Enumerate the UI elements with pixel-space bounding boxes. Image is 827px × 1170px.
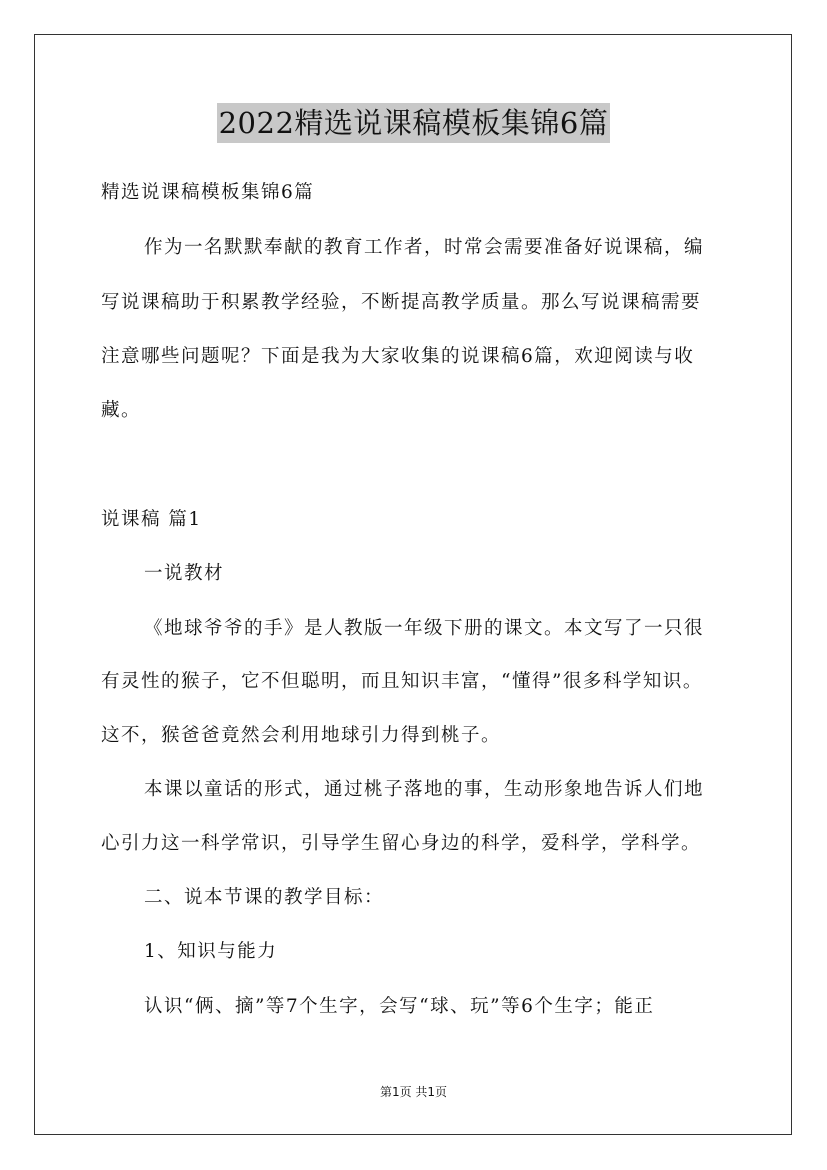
paragraph-line: 有灵性的猴子，它不但聪明，而且知识丰富，“懂得”很多科学知识。 — [101, 671, 703, 692]
paragraph-line: 心引力这一科学常识，引导学生留心身边的科学，爱科学，学科学。 — [101, 833, 702, 854]
paragraph-line: 《地球爷爷的手》是人教版一年级下册的课文。本文写了一只很 — [144, 618, 705, 639]
paragraph-line: 这不，猴爸爸竟然会利用地球引力得到桃子。 — [101, 725, 502, 746]
paragraph-line: 作为一名默默奉献的教育工作者，时常会需要准备好说课稿，编 — [144, 237, 705, 258]
subsection-heading: 一说教材 — [144, 563, 225, 584]
paragraph-line: 本课以童话的形式，通过桃子落地的事，生动形象地告诉人们地 — [144, 779, 705, 800]
page-footer: 第1页 共1页 — [379, 1085, 448, 1099]
subsection-heading: 1、知识与能力 — [144, 941, 278, 962]
title-wrap — [0, 103, 827, 143]
section-heading: 说课稿 篇1 — [101, 509, 202, 530]
paragraph-line: 注意哪些问题呢？下面是我为大家收集的说课稿6篇，欢迎阅读与收 — [101, 346, 695, 367]
paragraph-line: 藏。 — [101, 400, 142, 421]
document-title: 2022精选说课稿模板集锦6篇 — [217, 103, 611, 143]
subtitle-line: 精选说课稿模板集锦6篇 — [101, 182, 315, 203]
paragraph-line: 认识“俩、摘”等7个生字，会写“球、玩”等6个生字；能正 — [144, 996, 655, 1017]
subsection-heading: 二、说本节课的教学目标： — [144, 887, 385, 908]
paragraph-line: 写说课稿助于积累教学经验，不断提高教学质量。那么写说课稿需要 — [101, 292, 702, 313]
